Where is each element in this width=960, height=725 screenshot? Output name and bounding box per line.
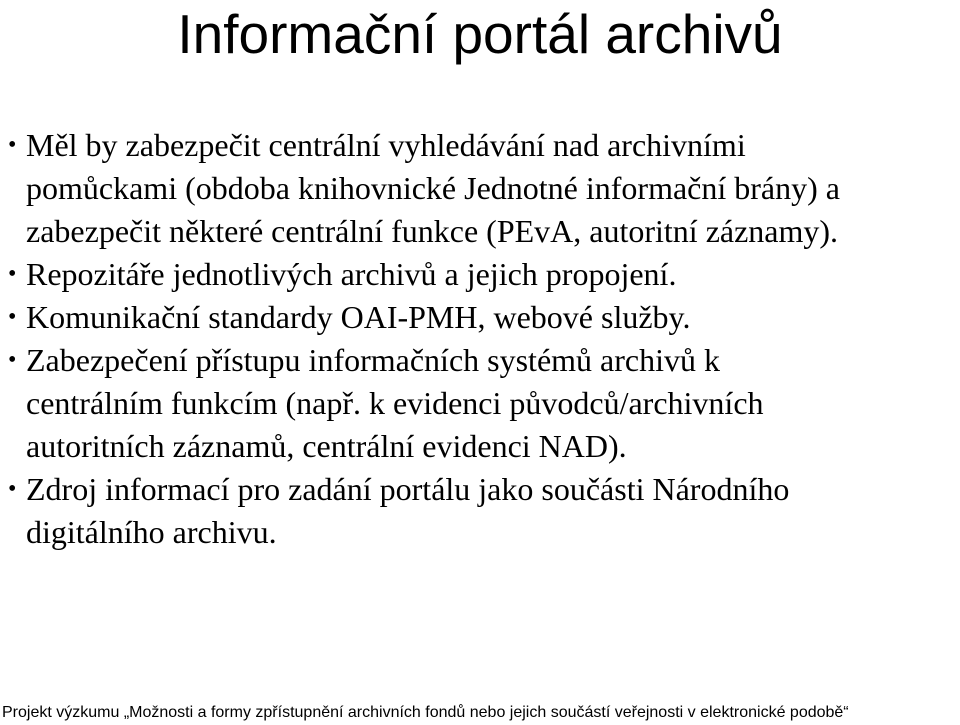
- bullet-item: [0, 339, 960, 468]
- bullet-icon: •: [8, 261, 17, 287]
- bullet-text-line: Zdroj informací pro zadání portálu jako součásti Národního: [26, 471, 790, 507]
- bullet-icon: •: [8, 347, 17, 373]
- bullet-text-line: zabezpečit některé centrální funkce (PEvA, autoritní záznamy).: [26, 213, 839, 249]
- bullet-text-line: Zabezpečení přístupu informačních systémů archivů k: [26, 342, 720, 378]
- bullet-text-line: digitálního archivu.: [26, 514, 277, 550]
- bullet-list: [0, 124, 960, 554]
- slide-title: Informační portál archivů: [177, 3, 783, 65]
- bullet-text-line: pomůckami (obdoba knihovnické Jednotné informační brány) a: [26, 170, 840, 206]
- bullet-item: [0, 468, 960, 554]
- bullet-icon: •: [8, 304, 17, 330]
- bullet-icon: •: [8, 132, 17, 158]
- bullet-text-line: autoritních záznamů, centrální evidenci NAD).: [26, 428, 627, 464]
- bullet-text-line: Komunikační standardy OAI-PMH, webové služby.: [26, 299, 691, 335]
- slide-footer: Projekt výzkumu „Možnosti a formy zpřístupnění archivních fondů nebo jejich součástí veřejnosti v elektronické podobě“: [2, 704, 849, 721]
- bullet-text-line: Měl by zabezpečit centrální vyhledávání nad archivními: [26, 127, 746, 163]
- bullet-item: [0, 296, 960, 339]
- bullet-text-line: centrálním funkcím (např. k evidenci původců/archivních: [26, 385, 764, 421]
- bullet-icon: •: [8, 476, 17, 502]
- bullet-text-line: Repozitáře jednotlivých archivů a jejich propojení.: [26, 256, 677, 292]
- bullet-item: [0, 124, 960, 253]
- bullet-item: [0, 253, 960, 296]
